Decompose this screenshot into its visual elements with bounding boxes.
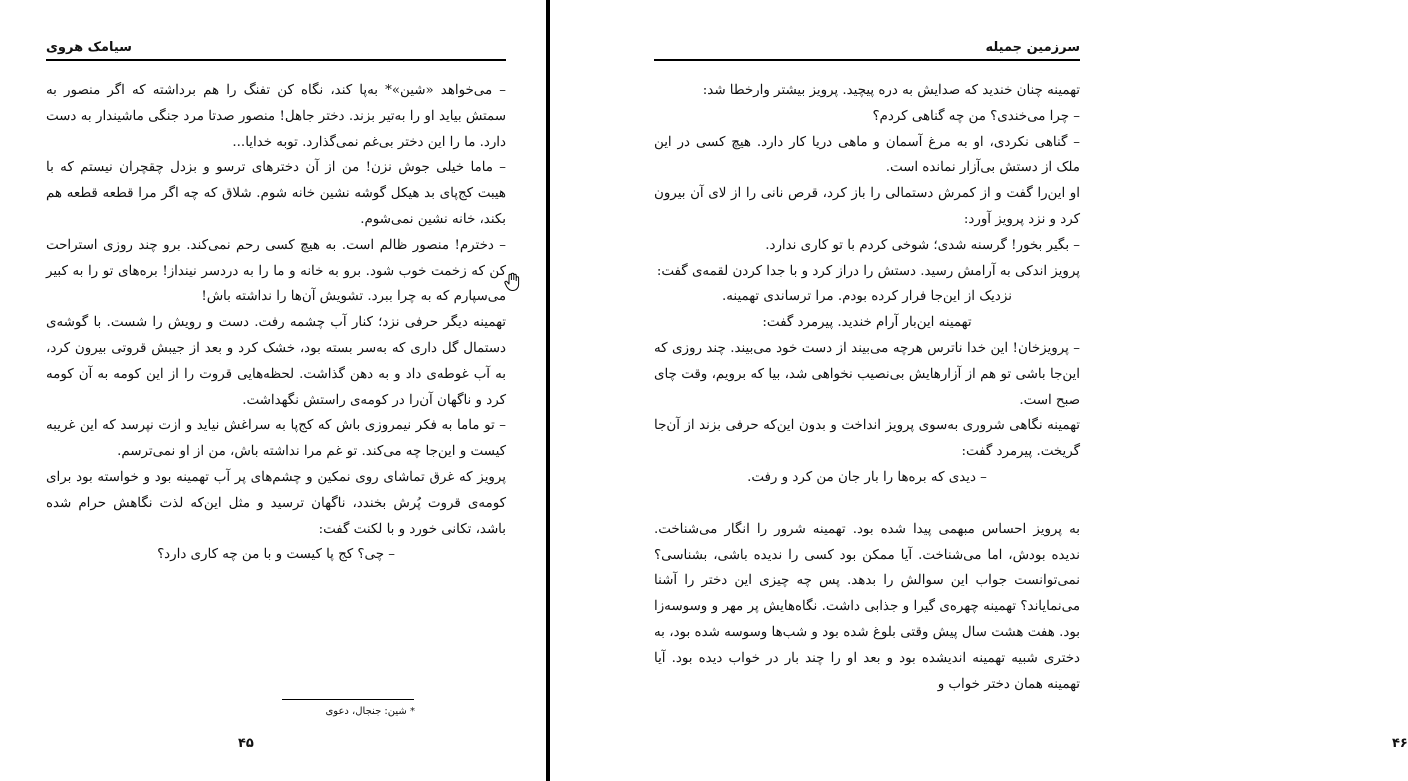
left-page [0,0,546,781]
left-page-number: ۴۵ [238,736,254,751]
right-paragraph: نزدیک از این‌جا فرار کرده بودم. مرا ترساندی تهمینه. [722,289,1012,305]
left-body-text [46,78,506,568]
right-running-head [654,40,1080,61]
footnote-divider [282,699,414,700]
right-body-text [654,78,1080,697]
footnote: * شین: جنجال، دعوی [325,706,415,717]
right-paragraph: تهمینه نگاهی شروری به‌سوی پرویز انداخت و بدون این‌که حرفی بزند از آن‌جا گریخت. پیرمرد گفت: [654,418,1080,460]
left-paragraph: – چی؟ کج پا کیست و با من چه کاری دارد؟ [157,547,395,563]
right-paragraph: پرویز اندکی به آرامش رسید. دستش را دراز کرد و با جدا کردن لقمه‌ی گفت: [656,263,1080,279]
left-header-author: سیامک هروی [46,40,132,55]
right-paragraph: – پرویزخان! این خدا ناترس هرچه می‌بیند از دست خود می‌بیند. چند روزی که این‌جا باشی تو هم از آزارهایش بی‌نصیب نخواهی شد، بیا که برویم، وقت چای صبح است. [654,340,1080,408]
left-running-head [46,40,506,61]
right-paragraph: به پرویز احساس مبهمی پیدا شده بود. تهمینه شرور را انگار می‌شناخت. ندیده بودش، اما می‌شناخت. آیا ممکن بود کسی را ندیده باشی، بشناسی؟ نمی‌توانست جواب این سوالش را بدهد. پس چه چیزی این دختر را آشنا می‌نمایاند؟ تهمینه چهره‌ی گیرا و جذابی داشت. نگاه‌هایش پر مهر و وسوسه‌زا بود. هفت هشت سال پیش وقتی بلوغ شده بود و شب‌ها وسوسه شده بود، به دختری شبیه تهمینه اندیشده بود و بعد او را چند بار در خواب دیده بود. آیا تهمینه همان دختر خواب و [654,521,1080,692]
left-paragraph: تهمینه دیگر حرفی نزد؛ کنار آب چشمه رفت. دست و رویش را شست. با گوشه‌ی دستمال گل داری که به‌سر بسته بود، خشک کرد و بعد از جیبش قروتی بیرون کرد، به آب غوطه‌ی داد و به دهن گذاشت. لحظه‌هایی قروت را از این کومه به آن کومه کرد و ناگهان آن‌را در کومه‌ی راستش نگهداشت. [46,315,506,408]
right-paragraph: او این‌را گفت و از کمرش دستمالی را باز کرد، قرص نانی را از لای آن بیرون کرد و نزد پرویز آورد: [654,186,1080,227]
right-page-number: ۴۶ [1392,736,1408,751]
right-paragraph: – دیدی که بره‌ها را بار جان من کرد و رفت. [747,469,987,485]
left-paragraph: – می‌خواهد «شین»* به‌پا کند، نگاه کن تفنگ را هم برداشته که اگر منصور به سمتش بیاید او را به‌تیر بزند. دختر جاهل! منصور صدتا مرد جنگی ماشیندار به دست دارد. ما را این دختر بی‌غم نمی‌گذارد. توبه خدایا... [46,83,506,150]
right-header-title: سرزمین جمیله [985,40,1080,55]
right-paragraph: – بگیر بخور! گرسنه شدی؛ شوخی کردم با تو کاری ندارد. [765,237,1080,253]
hand-cursor-icon [503,272,521,292]
left-paragraph: – ماما خیلی جوش نزن! من از آن دخترهای ترسو و بزدل چقچران نیستم که با هیبت کج‌پای بد هیکل گوشه نشین خانه شوم. شلاق که چه اگر مرا قطعه قطعه هم بکند، خانه نشین نمی‌شوم. [46,160,506,227]
right-paragraph: تهمینه این‌بار آرام خندید. پیرمرد گفت: [762,315,972,331]
right-paragraph: تهمینه چنان خندید که صدایش به دره پیچید. پرویز بیشتر وارخطا شد: [702,83,1080,98]
right-page [550,0,1408,781]
left-paragraph: – تو ماما به فکر نیمروزی باش که کج‌پا به سراغش نیاید و ازت نپرسد که این غریبه کیست و این‌جا چه می‌کند. تو غم مرا نداشته باش، من از او نمی‌ترسم. [46,418,506,460]
right-paragraph: – چرا می‌خندی؟ من چه گناهی کردم؟ [872,108,1080,124]
left-paragraph: – دخترم! منصور ظالم است. به هیچ کسی رحم نمی‌کند. برو چند روزی استراحت کن که زخمت خوب شود. برو به خانه و ما را به دردسر نینداز! بره‌های تو را به کبیر می‌سپارم که به چرا ببرد. تشویش آن‌ها را نداشته باش! [46,237,506,305]
right-paragraph: – گناهی نکردی، او به مرغ آسمان و ماهی دریا کار دارد. هیچ کسی در این ملک از دستش بی‌آزار نمانده است. [654,134,1080,176]
left-paragraph: پرویز که غرق تماشای روی نمکین و چشم‌های پر آب تهمینه بود و خواسته بود برای کومه‌ی قروت پُرش بخندد، ناگهان ترسید و مثل این‌که لذت نگاهش حرام شده باشد، تکانی خورد و با لکنت گفت: [46,469,506,537]
